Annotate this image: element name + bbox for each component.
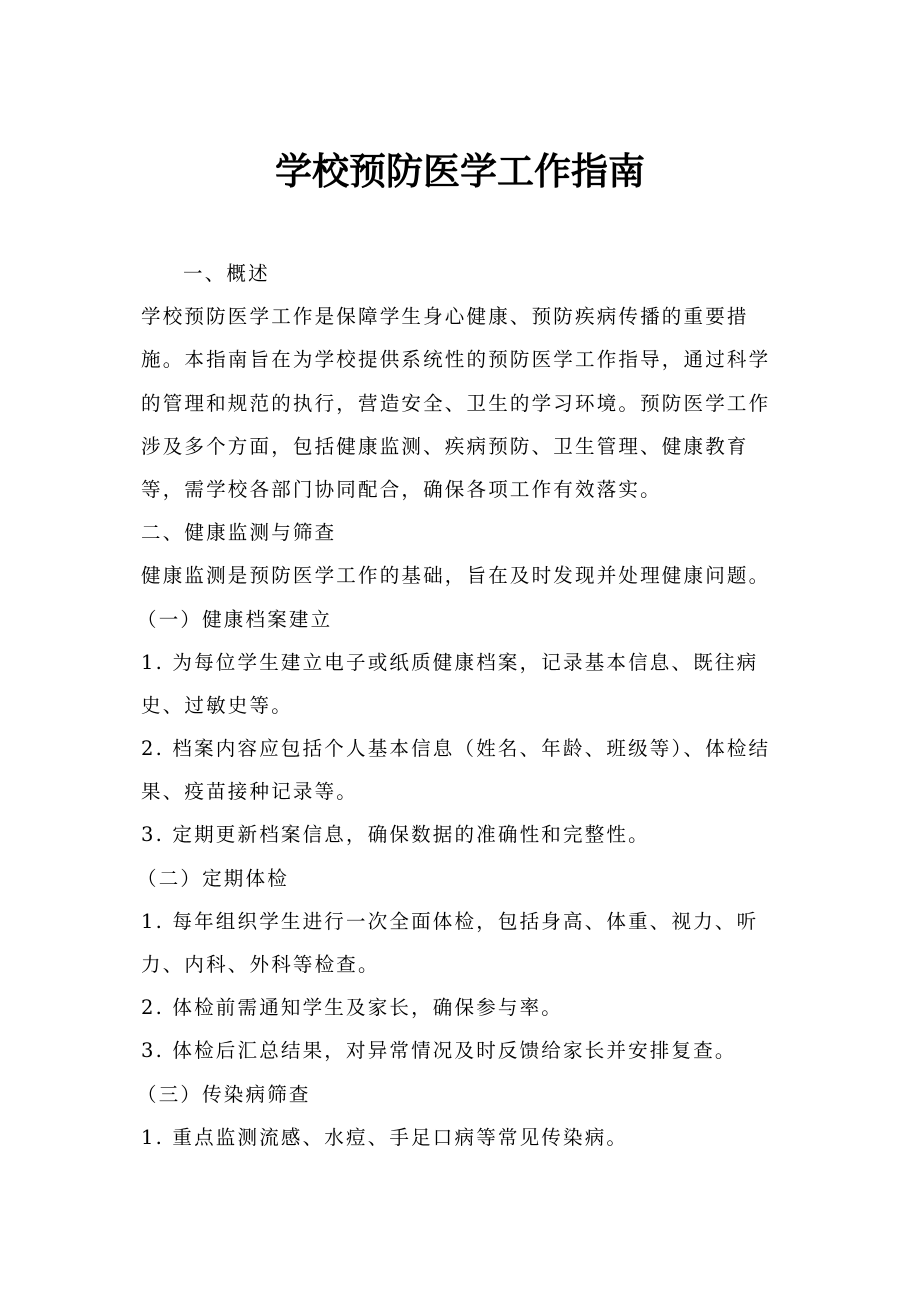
document-body [137, 252, 781, 1159]
list-item: 2. 体检前需通知学生及家长，确保参与率。 [141, 996, 564, 1020]
subheading-health-records: （一）健康档案建立 [137, 607, 333, 631]
list-item: 3. 定期更新档案信息，确保数据的准确性和完整性。 [141, 823, 650, 847]
paragraph-line: 涉及多个方面，包括健康监测、疾病预防、卫生管理、健康教育 [141, 434, 749, 458]
subheading-infectious-disease-screening: （三）传染病筛查 [137, 1082, 311, 1106]
list-item-continuation: 果、疫苗接种记录等。 [141, 780, 359, 804]
list-item-continuation: 史、过敏史等。 [141, 693, 293, 717]
list-item: 3. 体检后汇总结果，对异常情况及时反馈给家长并安排复查。 [141, 1039, 737, 1063]
document-title: 学校预防医学工作指南 [275, 150, 645, 193]
paragraph-line: 的管理和规范的执行，营造安全、卫生的学习环境。预防医学工作 [141, 391, 771, 415]
list-item-continuation: 力、内科、外科等检查。 [141, 953, 380, 976]
paragraph-line: 施。本指南旨在为学校提供系统性的预防医学工作指导，通过科学 [141, 348, 771, 372]
list-item: 2. 档案内容应包括个人基本信息（姓名、年龄、班级等）、体检结 [141, 737, 771, 761]
section-heading-health-monitoring: 二、健康监测与筛查 [141, 521, 337, 545]
list-item: 1. 为每位学生建立电子或纸质健康档案，记录基本信息、既往病 [141, 650, 759, 674]
list-item: 1. 每年组织学生进行一次全面体检，包括身高、体重、视力、听 [141, 909, 759, 933]
list-item: 1. 重点监测流感、水痘、手足口病等常见传染病。 [141, 1125, 629, 1149]
section-heading-overview: 一、概述 [183, 262, 270, 285]
paragraph-line: 健康监测是预防医学工作的基础，旨在及时发现并处理健康问题。 [141, 564, 771, 588]
paragraph-line: 等，需学校各部门协同配合，确保各项工作有效落实。 [141, 477, 662, 501]
paragraph-line: 学校预防医学工作是保障学生身心健康、预防疾病传播的重要措 [141, 305, 749, 329]
subheading-regular-checkup: （二）定期体检 [137, 866, 289, 890]
